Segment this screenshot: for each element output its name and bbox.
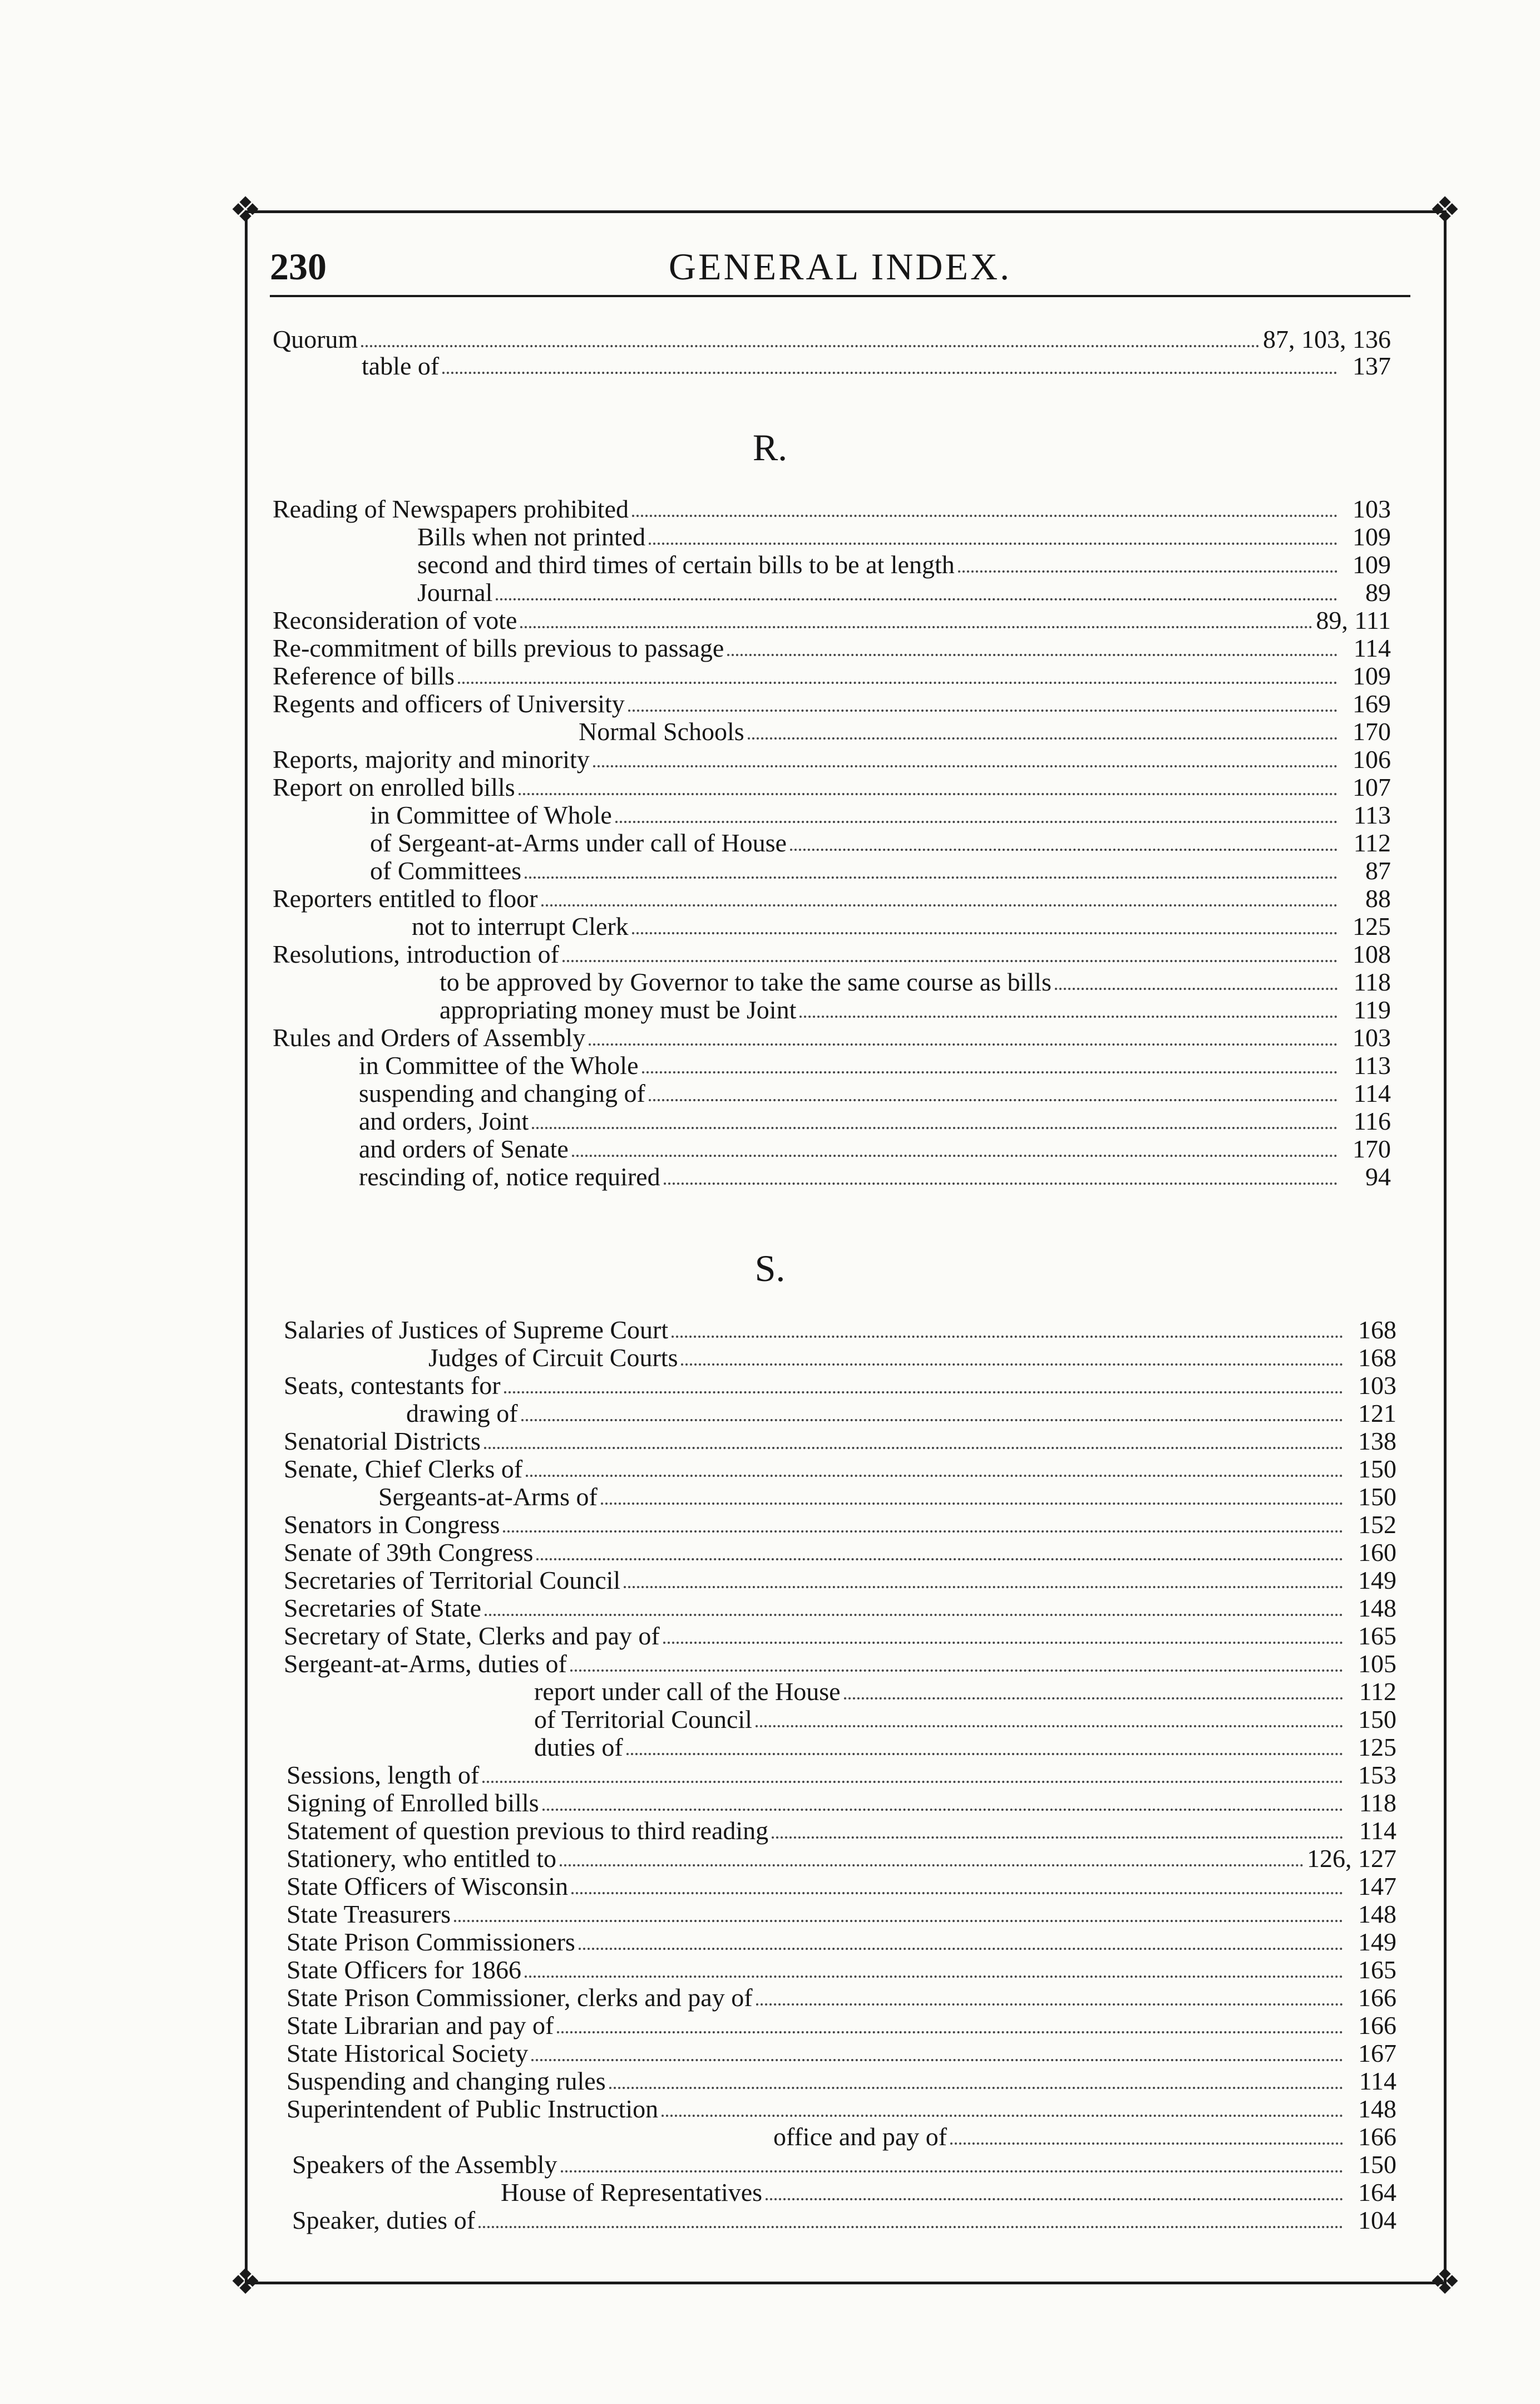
- index-entry: [534, 1733, 1396, 1761]
- corner-ornament-icon: ❖: [229, 190, 261, 230]
- index-entry: [440, 996, 1391, 1024]
- entry-label: Suspending and changing rules: [287, 2067, 606, 2095]
- leader-dots: [562, 947, 1337, 962]
- entry-label: Seats, contestants for: [284, 1371, 501, 1400]
- entry-label: and orders of Senate: [359, 1135, 569, 1163]
- entry-pages: 87, 103, 136: [1263, 325, 1391, 353]
- entry-label: Report on enrolled bills: [273, 773, 515, 801]
- index-entry: [534, 1678, 1396, 1706]
- entry-pages: 109: [1353, 523, 1391, 551]
- entry-pages: 103: [1358, 1371, 1396, 1400]
- entry-label: Superintendent of Public Instruction: [287, 2095, 659, 2123]
- leader-dots: [1055, 974, 1337, 990]
- index-entry: [579, 718, 1391, 746]
- frame-left-rule: [245, 210, 248, 2282]
- entry-pages: 103: [1353, 1023, 1391, 1052]
- entry-pages: 150: [1358, 1705, 1396, 1733]
- corner-ornament-icon: ❖: [1429, 190, 1461, 230]
- leader-dots: [526, 1461, 1343, 1477]
- corner-ornament-icon: ❖: [229, 2262, 261, 2302]
- entry-pages: 170: [1353, 717, 1391, 746]
- index-entry: [287, 1984, 1396, 2012]
- page-number: 230: [270, 245, 327, 288]
- entry-pages: 164: [1358, 2178, 1396, 2206]
- leader-dots: [458, 668, 1337, 684]
- entry-pages: 150: [1358, 2150, 1396, 2179]
- leader-dots: [532, 1114, 1337, 1129]
- entry-label: Sessions, length of: [287, 1761, 480, 1789]
- index-entry: [378, 1483, 1396, 1511]
- entry-pages: 112: [1353, 829, 1391, 857]
- entry-pages: 89, 111: [1316, 606, 1391, 634]
- index-entry: [273, 746, 1391, 774]
- leader-dots: [482, 1767, 1343, 1783]
- leader-dots: [579, 1934, 1343, 1950]
- leader-dots: [484, 1433, 1343, 1449]
- entry-label: State Historical Society: [287, 2039, 529, 2067]
- entry-pages: 106: [1353, 745, 1391, 774]
- entry-label: Statement of question previous to third reading: [287, 1816, 769, 1845]
- index-entry: [773, 2123, 1396, 2151]
- leader-dots: [642, 1058, 1338, 1073]
- entry-label: Senators in Congress: [284, 1510, 500, 1539]
- entry-label: of Committees: [370, 856, 522, 885]
- entry-pages: 168: [1358, 1343, 1396, 1372]
- leader-dots: [664, 1169, 1337, 1185]
- entry-pages: 94: [1365, 1162, 1391, 1191]
- leader-dots: [632, 501, 1337, 517]
- entry-label: Reading of Newspapers prohibited: [273, 495, 629, 523]
- index-entry: [287, 1873, 1396, 1900]
- index-entry: [406, 1400, 1396, 1427]
- entry-pages: 118: [1353, 968, 1391, 996]
- entry-pages: 160: [1358, 1538, 1396, 1566]
- entry-pages: 125: [1358, 1733, 1396, 1761]
- entry-label: appropriating money must be Joint: [440, 996, 797, 1024]
- index-entry: [273, 940, 1391, 968]
- index-entry: [359, 1135, 1391, 1163]
- entry-label: Signing of Enrolled bills: [287, 1789, 539, 1817]
- leader-dots: [589, 1030, 1337, 1046]
- entry-pages: 165: [1358, 1955, 1396, 1984]
- entry-pages: 169: [1353, 689, 1391, 718]
- entry-label: State Officers of Wisconsin: [287, 1872, 569, 1900]
- entry-label: Reference of bills: [273, 662, 455, 690]
- leader-dots: [609, 2073, 1343, 2089]
- index-entry: [287, 1956, 1396, 1984]
- entry-pages: 148: [1358, 1900, 1396, 1928]
- entry-pages: 168: [1358, 1316, 1396, 1344]
- leader-dots: [541, 891, 1338, 907]
- index-entry: [273, 885, 1391, 913]
- index-entry: [287, 1817, 1396, 1845]
- index-entry: [284, 1427, 1396, 1455]
- entry-pages: 165: [1358, 1622, 1396, 1650]
- leader-dots: [525, 1962, 1343, 1978]
- entry-label: of Territorial Council: [534, 1705, 752, 1733]
- entry-label: Speaker, duties of: [292, 2206, 476, 2234]
- leader-dots: [672, 1322, 1343, 1338]
- leader-dots: [572, 1141, 1337, 1157]
- leader-dots: [756, 1712, 1343, 1727]
- section-letter-s: S.: [754, 1247, 786, 1289]
- entry-label: Re-commitment of bills previous to passage: [273, 634, 724, 662]
- entry-pages: 148: [1358, 1594, 1396, 1622]
- leader-dots: [790, 835, 1337, 851]
- entry-label: Salaries of Justices of Supreme Court: [284, 1316, 669, 1344]
- leader-dots: [632, 919, 1337, 934]
- entry-pages: 116: [1353, 1107, 1391, 1135]
- leader-dots: [799, 1002, 1337, 1018]
- leader-dots: [557, 2018, 1343, 2033]
- entry-label: suspending and changing of: [359, 1079, 645, 1107]
- index-entry: [359, 1163, 1391, 1191]
- entry-pages: 112: [1359, 1677, 1396, 1706]
- entry-pages: 89: [1365, 578, 1391, 607]
- entry-label: State Treasurers: [287, 1900, 451, 1928]
- index-entry: [287, 1900, 1396, 1928]
- entry-pages: 147: [1358, 1872, 1396, 1900]
- entry-pages: 166: [1358, 1983, 1396, 2012]
- entry-pages: 166: [1358, 2122, 1396, 2151]
- leader-dots: [531, 2046, 1343, 2061]
- leader-dots: [663, 1628, 1343, 1644]
- entry-pages: 167: [1358, 2039, 1396, 2067]
- leader-dots: [950, 2129, 1343, 2145]
- entry-label: Resolutions, introduction of: [273, 940, 559, 968]
- entry-label: rescinding of, notice required: [359, 1162, 660, 1191]
- index-entry: [428, 1344, 1396, 1372]
- index-entry: [412, 913, 1391, 940]
- entry-pages: 150: [1358, 1455, 1396, 1483]
- entry-label: second and third times of certain bills to be at length: [417, 550, 955, 579]
- entry-label: Bills when not printed: [417, 523, 646, 551]
- entry-pages: 107: [1353, 773, 1391, 801]
- entry-label: Stationery, who entitled to: [287, 1844, 557, 1873]
- entry-pages: 87: [1365, 856, 1391, 885]
- entry-label: Secretary of State, Clerks and pay of: [284, 1622, 660, 1650]
- entry-pages: 121: [1358, 1399, 1396, 1427]
- leader-dots: [748, 724, 1337, 740]
- entry-label: Secretaries of State: [284, 1594, 482, 1622]
- entry-label: Sergeants-at-Arms of: [378, 1482, 598, 1511]
- entry-pages: 148: [1358, 2095, 1396, 2123]
- index-entry: [287, 2012, 1396, 2040]
- entry-pages: 113: [1353, 801, 1391, 829]
- entry-label: Regents and officers of University: [273, 689, 625, 718]
- index-entry: [284, 1650, 1396, 1678]
- leader-dots: [504, 1378, 1343, 1393]
- entry-label: office and pay of: [773, 2122, 947, 2151]
- index-entry: [273, 326, 1391, 353]
- entry-label: House of Representatives: [501, 2178, 763, 2206]
- index-entry: [359, 1107, 1391, 1135]
- index-entry: [287, 1845, 1396, 1873]
- leader-dots: [649, 1086, 1337, 1101]
- leader-dots: [628, 696, 1337, 712]
- page-title: GENERAL INDEX.: [668, 245, 1012, 288]
- index-entry: [273, 1024, 1391, 1052]
- leader-dots: [756, 1990, 1343, 2006]
- entry-pages: 119: [1353, 996, 1391, 1024]
- index-entry: [284, 1455, 1396, 1483]
- leader-dots: [601, 1489, 1343, 1505]
- entry-pages: 114: [1353, 1079, 1391, 1107]
- index-entry: [284, 1622, 1396, 1650]
- leader-dots: [496, 585, 1337, 600]
- entry-pages: 104: [1358, 2206, 1396, 2234]
- leader-dots: [681, 1350, 1343, 1366]
- entry-pages: 118: [1359, 1789, 1396, 1817]
- index-entry: [284, 1566, 1396, 1594]
- index-entry: [273, 607, 1391, 634]
- index-entry: [284, 1316, 1396, 1344]
- entry-label: Quorum: [273, 325, 358, 353]
- frame-right-rule: [1444, 210, 1447, 2282]
- entry-pages: 125: [1353, 912, 1391, 940]
- leader-dots: [662, 2101, 1343, 2117]
- leader-dots: [560, 1851, 1304, 1866]
- corner-ornament-icon: ❖: [1429, 2262, 1461, 2302]
- index-entry: [287, 2040, 1396, 2067]
- index-entry: [284, 1539, 1396, 1566]
- entry-pages: 126, 127: [1307, 1844, 1396, 1873]
- index-entry: [501, 2179, 1396, 2206]
- index-entry: [273, 495, 1391, 523]
- leader-dots: [542, 1795, 1343, 1811]
- entry-label: table of: [362, 352, 440, 380]
- index-entry: [417, 551, 1391, 579]
- entry-pages: 105: [1358, 1649, 1396, 1678]
- entry-label: report under call of the House: [534, 1677, 841, 1706]
- entry-label: Reporters entitled to floor: [273, 884, 538, 913]
- leader-dots: [536, 1545, 1343, 1560]
- leader-dots: [520, 613, 1312, 628]
- entry-label: State Prison Commissioners: [287, 1928, 575, 1956]
- entry-label: in Committee of the Whole: [359, 1051, 639, 1080]
- entry-label: Senate of 39th Congress: [284, 1538, 534, 1566]
- index-entry: [440, 968, 1391, 996]
- leader-dots: [361, 332, 1260, 347]
- index-entry: [292, 2206, 1396, 2234]
- index-entry: [417, 523, 1391, 551]
- index-entry: [417, 579, 1391, 607]
- frame-bottom-rule: [245, 2282, 1447, 2284]
- entry-label: of Sergeant-at-Arms under call of House: [370, 829, 787, 857]
- entry-pages: 109: [1353, 662, 1391, 690]
- entry-pages: 137: [1353, 352, 1391, 380]
- leader-dots: [772, 1823, 1343, 1839]
- entry-label: and orders, Joint: [359, 1107, 529, 1135]
- entry-pages: 114: [1359, 2067, 1396, 2095]
- index-entry: [273, 662, 1391, 690]
- index-entry: [273, 690, 1391, 718]
- leader-dots: [454, 1907, 1343, 1922]
- leader-dots: [624, 1573, 1343, 1588]
- index-entry: [284, 1594, 1396, 1622]
- page-header: [270, 234, 1410, 297]
- leader-dots: [727, 641, 1337, 656]
- index-entry: [284, 1511, 1396, 1539]
- leader-dots: [766, 2185, 1343, 2200]
- leader-dots: [521, 1406, 1343, 1421]
- entry-pages: 150: [1358, 1482, 1396, 1511]
- entry-pages: 138: [1358, 1427, 1396, 1455]
- leader-dots: [570, 1656, 1343, 1672]
- entry-label: not to interrupt Clerk: [412, 912, 629, 940]
- leader-dots: [615, 807, 1337, 823]
- entry-label: drawing of: [406, 1399, 518, 1427]
- entry-pages: 103: [1353, 495, 1391, 523]
- index-entry: [287, 1789, 1396, 1817]
- index-entry: [287, 2095, 1396, 2123]
- index-entry: [287, 2067, 1396, 2095]
- leader-dots: [571, 1879, 1343, 1894]
- leader-dots: [485, 1600, 1343, 1616]
- leader-dots: [525, 863, 1337, 879]
- section-letter-r: R.: [752, 426, 788, 469]
- leader-dots: [442, 358, 1337, 374]
- leader-dots: [649, 529, 1337, 545]
- entry-label: State Prison Commissioner, clerks and pay of: [287, 1983, 753, 2012]
- entry-label: Sergeant-at-Arms, duties of: [284, 1649, 567, 1678]
- index-entry: [287, 1761, 1396, 1789]
- leader-dots: [478, 2213, 1343, 2228]
- entry-label: Speakers of the Assembly: [292, 2150, 557, 2179]
- entry-pages: 109: [1353, 550, 1391, 579]
- leader-dots: [561, 2157, 1343, 2173]
- entry-pages: 114: [1359, 1816, 1396, 1845]
- entry-label: duties of: [534, 1733, 623, 1761]
- entry-label: to be approved by Governor to take the same course as bills: [440, 968, 1052, 996]
- entry-pages: 149: [1358, 1928, 1396, 1956]
- entry-label: Reconsideration of vote: [273, 606, 517, 634]
- leader-dots: [519, 780, 1337, 795]
- leader-dots: [626, 1740, 1343, 1755]
- entry-pages: 114: [1353, 634, 1391, 662]
- entry-label: in Committee of Whole: [370, 801, 612, 829]
- entry-label: Rules and Orders of Assembly: [273, 1023, 586, 1052]
- entry-label: State Officers for 1866: [287, 1955, 521, 1984]
- entry-label: Reports, majority and minority: [273, 745, 590, 774]
- frame-top-rule: [245, 210, 1447, 213]
- entry-pages: 170: [1353, 1135, 1391, 1163]
- index-entry: [273, 774, 1391, 801]
- entry-label: Senatorial Districts: [284, 1427, 481, 1455]
- entry-label: Journal: [417, 578, 493, 607]
- entry-label: Secretaries of Territorial Council: [284, 1566, 621, 1594]
- entry-label: Judges of Circuit Courts: [428, 1343, 678, 1372]
- index-entry: [370, 857, 1391, 885]
- index-entry: [370, 801, 1391, 829]
- index-entry: [370, 829, 1391, 857]
- entry-pages: 166: [1358, 2011, 1396, 2040]
- entry-pages: 152: [1358, 1510, 1396, 1539]
- entry-pages: 149: [1358, 1566, 1396, 1594]
- entry-label: Senate, Chief Clerks of: [284, 1455, 523, 1483]
- index-entry: [292, 2151, 1396, 2179]
- leader-dots: [593, 752, 1337, 767]
- leader-dots: [844, 1684, 1343, 1699]
- entry-label: Normal Schools: [579, 717, 744, 746]
- index-entry: [273, 634, 1391, 662]
- leader-dots: [503, 1517, 1343, 1533]
- index-entry: [359, 1052, 1391, 1080]
- index-entry: [284, 1372, 1396, 1400]
- index-entry: [534, 1706, 1396, 1733]
- index-entry: [359, 1080, 1391, 1107]
- entry-pages: 113: [1353, 1051, 1391, 1080]
- entry-pages: 153: [1358, 1761, 1396, 1789]
- index-entry: [362, 352, 1391, 380]
- entry-pages: 88: [1365, 884, 1391, 913]
- leader-dots: [958, 557, 1337, 573]
- index-entry: [287, 1928, 1396, 1956]
- entry-pages: 108: [1353, 940, 1391, 968]
- entry-label: State Librarian and pay of: [287, 2011, 554, 2040]
